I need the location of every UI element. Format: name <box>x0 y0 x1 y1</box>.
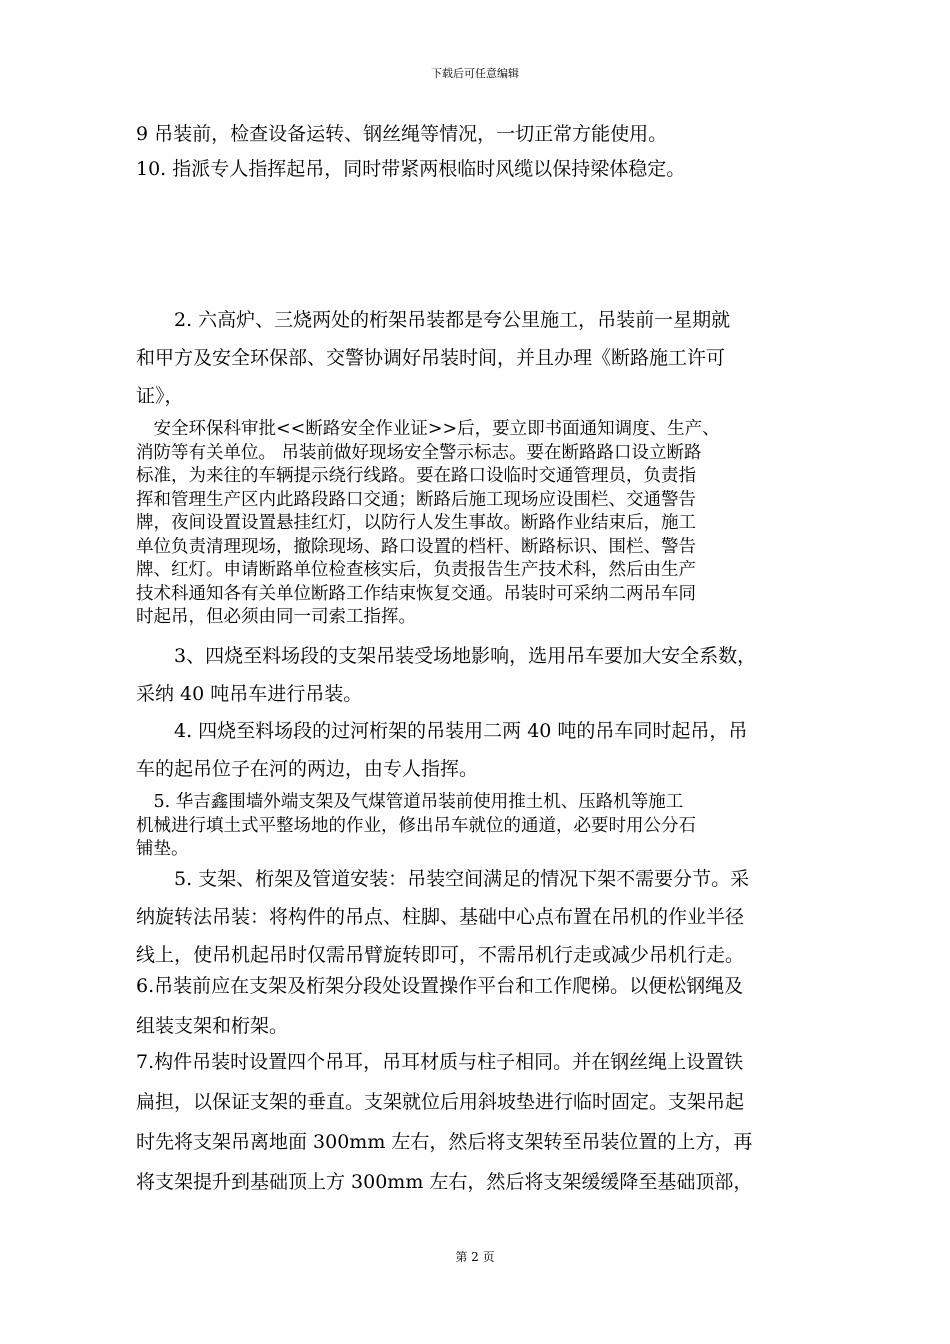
paragraph-7 <box>136 1042 866 1202</box>
text-line: 组装支架和桁架。 <box>136 1015 289 1037</box>
text-line: 扁担，以保证支架的垂直。支架就位后用斜坡垫进行临时固定。支架吊起 <box>136 1091 745 1113</box>
text-line: 安全环保科审批<<断路安全作业证>>后，要立即书面通知调度、生产、 <box>136 419 720 439</box>
paragraph-approval <box>136 418 866 630</box>
text-line: 挥和管理生产区内此路段路口交通；断路后施工现场应设围栏、交通警告 <box>136 489 696 510</box>
text-line: 将支架提升到基础顶上方 300mm 左右，然后将支架缓缓降至基础顶部， <box>136 1171 753 1193</box>
text-line: 9 吊装前，检查设备运转、钢丝绳等情况，一切正常方能使用。 <box>136 123 668 145</box>
text-line: 牌，夜间设置设置悬挂红灯，以防行人发生事故。断路作业结束后，施工 <box>136 513 696 533</box>
text-line: 5. 华吉鑫围墙外端支架及气煤管道吊装前使用推土机、压路机等施工 <box>136 792 684 812</box>
text-line: 证》， <box>136 385 184 407</box>
page-header: 下载后可任意编辑 <box>431 67 519 80</box>
paragraph-6 <box>136 966 866 1046</box>
text-line: 10. 指派专人指挥起吊，同时带紧两根临时风缆以保持梁体稳定。 <box>136 158 686 180</box>
text-line: 技术科通知各有关单位断路工作结束恢复交通。吊装时可采纳二两吊车同 <box>136 583 696 604</box>
text-line: 和甲方及安全环保部、交警协调好吊装时间，并且办理《断路施工许可 <box>136 347 726 369</box>
paragraph-2 <box>136 301 866 415</box>
text-line: 采纳 40 吨吊车进行吊装。 <box>136 683 363 705</box>
text-line: 单位负责清理现场，撤除现场、路口设置的档杆、断路标识、围栏、警告 <box>136 536 696 557</box>
text-line: 5. 支架、桁架及管道安装：吊装空间满足的情况下架不需要分节。采 <box>136 868 750 890</box>
paragraph-4 <box>136 712 866 788</box>
text-line: 消防等有关单位。 吊装前做好现场安全警示标志。要在断路路口设立断路 <box>136 442 702 463</box>
text-line: 牌、红灯。申请断路单位检查核实后，负责报告生产技术科，然后由生产 <box>136 560 696 580</box>
text-line: 线上，使吊机起吊时仅需吊臂旋转即可，不需吊机行走或减少吊机行走。 <box>136 944 745 966</box>
text-line: 2. 六高炉、三烧两处的桁架吊装都是夸公里施工，吊装前一星期就 <box>136 309 731 331</box>
text-line: 4. 四烧至料场段的过河桁架的吊装用二两 40 吨的吊车同时起吊，吊 <box>136 720 748 742</box>
text-line: 机械进行填土式平整场地的作业，修出吊车就位的通道，必要时用公分石 <box>136 815 696 836</box>
text-line: 7.构件吊装时设置四个吊耳，吊耳材质与柱子相同。并在钢丝绳上设置铁 <box>136 1051 744 1073</box>
text-line: 3、四烧至料场段的支架吊装受场地影响，选用吊车要加大安全系数， <box>136 645 757 667</box>
text-line: 铺垫。 <box>136 839 189 859</box>
text-line: 车的起吊位子在河的两边，由专人指挥。 <box>136 758 479 780</box>
text-line: 标准，为来往的车辆提示绕行线路。要在路口设临时交通管理员，负责指 <box>136 466 696 486</box>
paragraph-9-10 <box>136 117 866 187</box>
text-line: 6.吊装前应在支架及桁架分段处设置操作平台和工作爬梯。以便松钢绳及 <box>136 975 744 997</box>
text-line: 纳旋转法吊装：将构件的吊点、柱脚、基础中心点布置在吊机的作业半径 <box>136 906 745 928</box>
text-line: 时起吊，但必须由同一司索工指挥。 <box>136 607 416 627</box>
page-number: 第 2 页 <box>455 1250 495 1264</box>
paragraph-5-site <box>136 791 866 862</box>
text-line: 时先将支架吊离地面 300mm 左右，然后将支架转至吊装位置的上方，再 <box>136 1131 753 1153</box>
paragraph-5-install <box>136 860 866 974</box>
paragraph-3 <box>136 637 866 713</box>
